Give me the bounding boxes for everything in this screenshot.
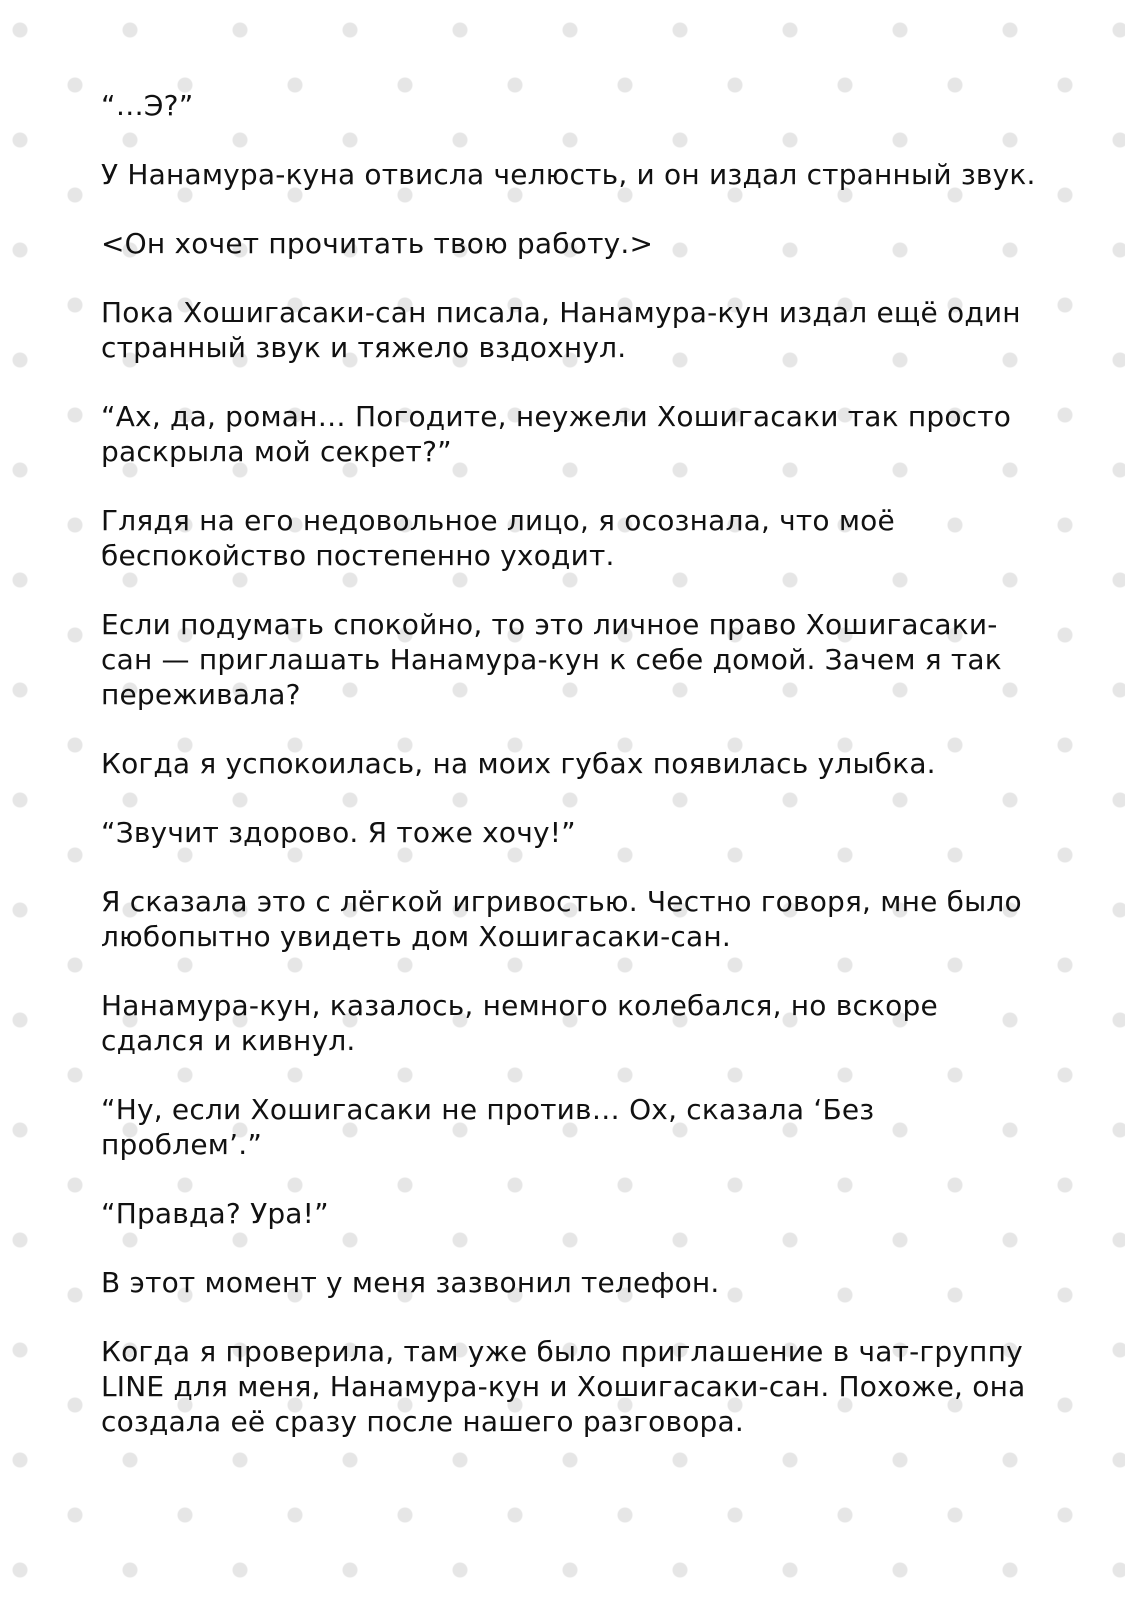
- document-page: [101, 88, 1041, 1473]
- paragraph-11: Нанамура-кун, казалось, немного колебался, но вскоре сдался и кивнул.: [101, 989, 938, 1057]
- paragraph-9: “Звучит здорово. Я тоже хочу!”: [101, 816, 576, 849]
- paragraph-2: У Нанамура-куна отвисла челюсть, и он издал странный звук.: [101, 158, 1036, 191]
- paragraph-10: Я сказала это с лёгкой игривостью. Честно говоря, мне было любопытно увидеть дом Хошигасаки-сан.: [101, 885, 1022, 953]
- paragraph-1: “…Э?”: [101, 89, 194, 122]
- paragraph-12: “Ну, если Хошигасаки не против… Ох, сказала ‘Без проблем’.”: [101, 1093, 875, 1161]
- paragraph-7: Если подумать спокойно, то это личное право Хошигасаки-сан — приглашать Нанамура-кун к себе домой. Зачем я так переживала?: [101, 608, 1002, 711]
- paragraph-15: Когда я проверила, там уже было приглашение в чат-группу LINE для меня, Нанамура-кун и Хошигасаки-сан. Похоже, она создала её сразу после нашего разговора.: [101, 1335, 1026, 1438]
- paragraph-8: Когда я успокоилась, на моих губах появилась улыбка.: [101, 747, 936, 780]
- paragraph-6: Глядя на его недовольное лицо, я осознала, что моё беспокойство постепенно уходит.: [101, 504, 895, 572]
- paragraph-13: “Правда? Ура!”: [101, 1197, 329, 1230]
- paragraph-5: “Ах, да, роман… Погодите, неужели Хошигасаки так просто раскрыла мой секрет?”: [101, 400, 1012, 468]
- paragraph-4: Пока Хошигасаки-сан писала, Нанамура-кун издал ещё один странный звук и тяжело вздохнул.: [101, 296, 1021, 364]
- paragraph-3: <Он хочет прочитать твою работу.>: [101, 227, 654, 260]
- paragraph-14: В этот момент у меня зазвонил телефон.: [101, 1266, 720, 1299]
